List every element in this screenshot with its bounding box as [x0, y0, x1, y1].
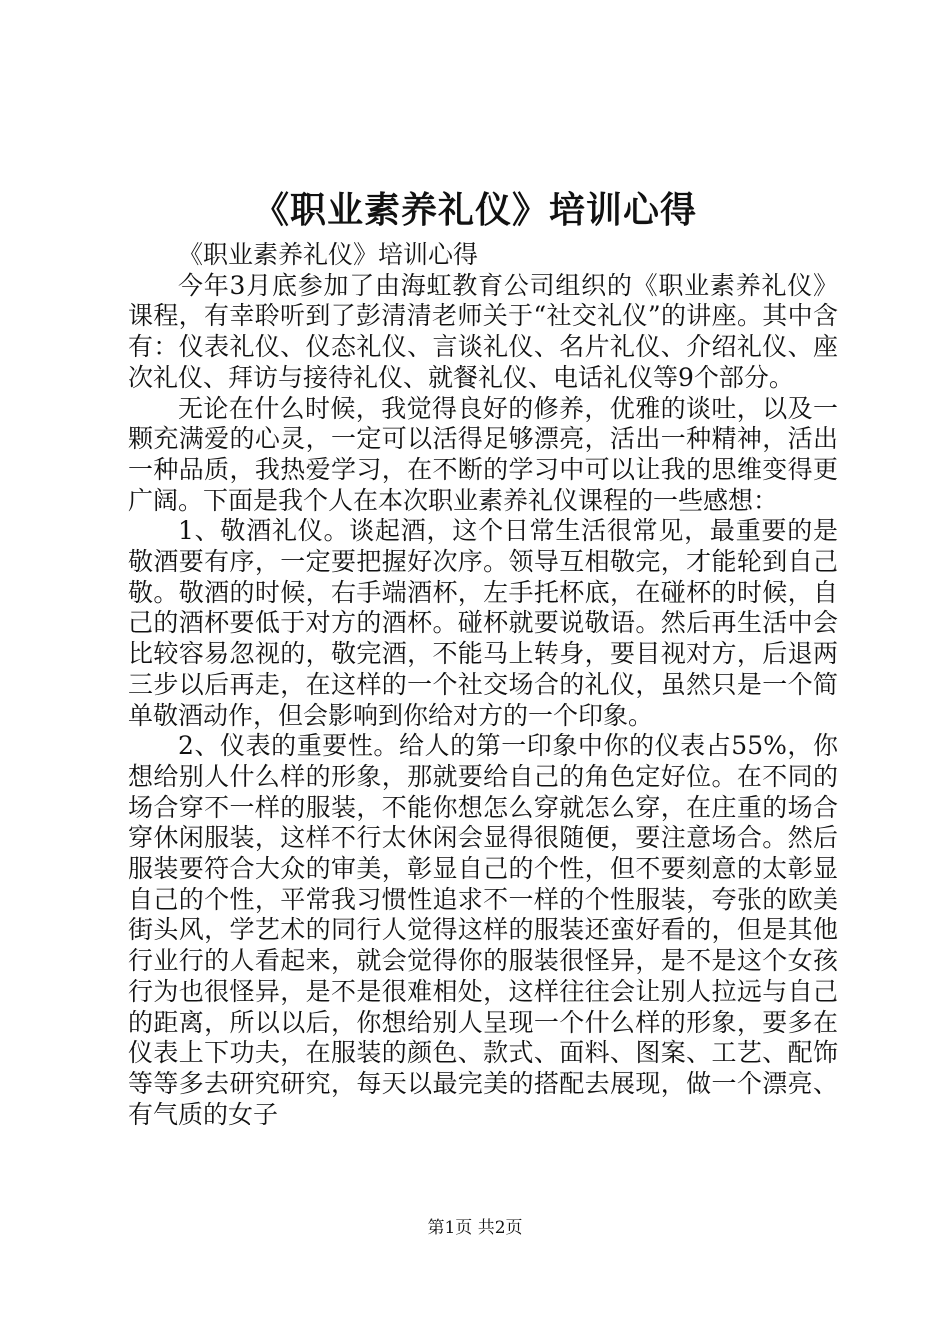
page-number-footer: 第1页 共2页 [427, 1218, 523, 1238]
paragraph-subtitle: 《职业素养礼仪》培训心得 [178, 240, 479, 269]
paragraph-appearance: 2、仪表的重要性。给人的第一印象中你的仪表占55%，你想给别人什么样的形象，那就要给自己的角色定好位。在不同的场合穿不一样的服装，不能你想怎么穿就怎么穿，在庄重的场合穿休闲服装，这样不行太休闲会显得很随便，要注意场合。然后服装要符合大众的审美，彰显自己的个性，但不要刻意的太彰显自己的个性，平常我习惯性追求不一样的个性服装，夸张的欧美街头风，学艺术的同行人觉得这样的服装还蛮好看的，但是其他行业行的人看起来，就会觉得你的服装很怪异，是不是这个女孩行为也很怪异，是不是很难相处，这样往往会让别人拉远与自己的距离，所以以后，你想给别人呈现一个什么样的形象，要多在仪表上下功夫，在服装的颜色、款式、面料、图案、工艺、配饰等等多去研究研究，每天以最完美的搭配去展现，做一个漂亮、有气质的女子 [128, 731, 838, 1129]
paragraph-intro: 今年3月底参加了由海虹教育公司组织的《职业素养礼仪》课程，有幸聆听到了彭清清老师关于“社交礼仪”的讲座。其中含有：仪表礼仪、仪态礼仪、言谈礼仪、名片礼仪、介绍礼仪、座次礼仪、拜访与接待礼仪、就餐礼仪、电话礼仪等9个部分。 [128, 270, 838, 392]
document-body [128, 240, 838, 1130]
paragraph-toast-etiquette: 1、敬酒礼仪。谈起酒，这个日常生活很常见，最重要的是敬酒要有序，一定要把握好次序。领导互相敬完，才能轮到自己敬。敬酒的时候，右手端酒杯，左手托杯底，在碰杯的时候，自己的酒杯要低于对方的酒杯。碰杯就要说敬语。然后再生活中会比较容易忽视的，敬完酒，不能马上转身，要目视对方，后退两三步以后再走，在这样的一个社交场合的礼仪，虽然只是一个简单敬酒动作，但会影响到你给对方的一个印象。 [128, 516, 838, 730]
document-title: 《职业素养礼仪》培训心得 [252, 189, 697, 231]
paragraph-reflection: 无论在什么时候，我觉得良好的修养，优雅的谈吐，以及一颗充满爱的心灵，一定可以活得足够漂亮，活出一种精神，活出一种品质，我热爱学习，在不断的学习中可以让我的思维变得更广阔。下面是我个人在本次职业素养礼仪课程的一些感想： [128, 393, 838, 515]
